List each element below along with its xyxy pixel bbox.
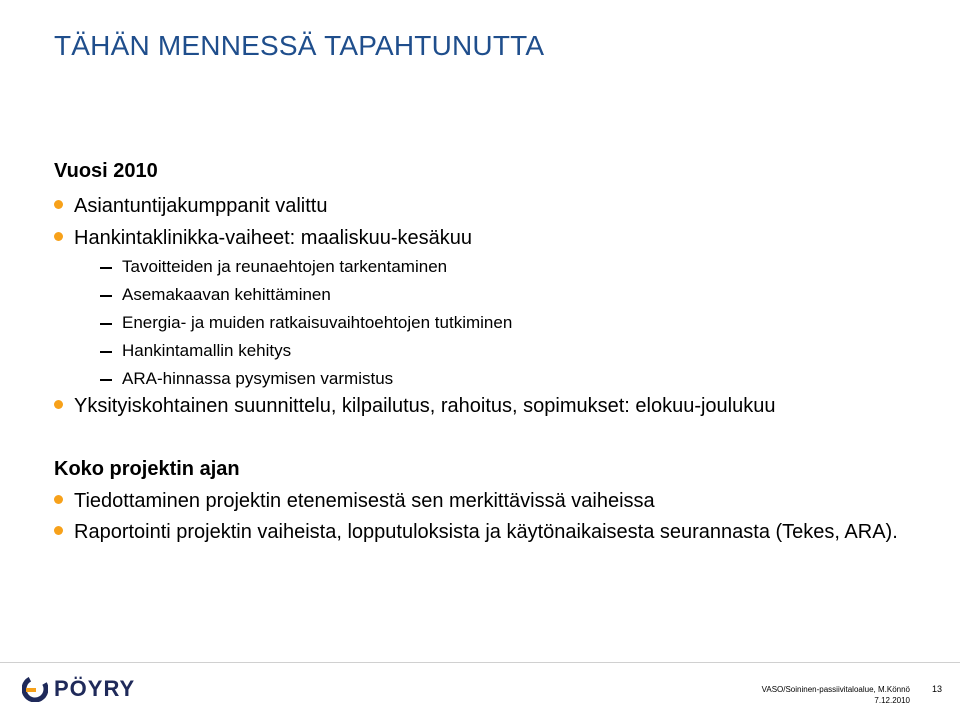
- section-heading-project: Koko projektin ajan: [54, 458, 240, 480]
- page-number: 13: [931, 684, 942, 694]
- bullet-text: Asiantuntijakumppanit valittu: [74, 195, 328, 217]
- bullet-text: Hankintaklinikka-vaiheet: maaliskuu-kesäkuu: [74, 227, 472, 249]
- sub-item-text: Asemakaavan kehittäminen: [122, 285, 331, 304]
- bullet-dot-icon: [54, 400, 63, 409]
- page-title: TÄHÄN MENNESSÄ TAPAHTUNUTTA: [54, 30, 545, 61]
- bullet-dot-icon: [54, 526, 63, 535]
- sub-item-text: Hankintamallin kehitys: [122, 341, 292, 360]
- dash-icon: [100, 295, 112, 297]
- sub-item-text: ARA-hinnassa pysymisen varmistus: [122, 369, 394, 388]
- sub-item-text: Energia- ja muiden ratkaisuvaihtoehtojen tutkiminen: [122, 313, 513, 332]
- footer-source-text: VASO/Soininen-passiivitaloalue, M.Könnö: [761, 685, 910, 694]
- section-heading-year: Vuosi 2010: [54, 160, 158, 182]
- dash-icon: [100, 379, 112, 381]
- footer-source: [762, 684, 910, 706]
- sub-item-text: Tavoitteiden ja reunaehtojen tarkentaminen: [122, 257, 448, 276]
- footer-divider: [0, 662, 960, 663]
- bullet-dot-icon: [54, 200, 63, 209]
- poyry-logo: [22, 676, 135, 702]
- bullet-text: Tiedottaminen projektin etenemisestä sen merkittävissä vaiheissa: [74, 490, 655, 512]
- footer-date: 7.12.2010: [874, 696, 910, 705]
- dash-icon: [100, 351, 112, 353]
- bullet-dot-icon: [54, 495, 63, 504]
- poyry-logo-icon: [22, 676, 48, 702]
- logo-text: PÖYRY: [54, 676, 136, 701]
- dash-icon: [100, 267, 112, 269]
- bullet-dot-icon: [54, 232, 63, 241]
- dash-icon: [100, 323, 112, 325]
- bullet-text: Raportointi projektin vaiheista, lopputuloksista ja käytönaikaisesta seurannasta (Tekes, ARA).: [74, 521, 898, 543]
- bullet-text: Yksityiskohtainen suunnittelu, kilpailutus, rahoitus, sopimukset: elokuu-joulukuu: [74, 395, 776, 417]
